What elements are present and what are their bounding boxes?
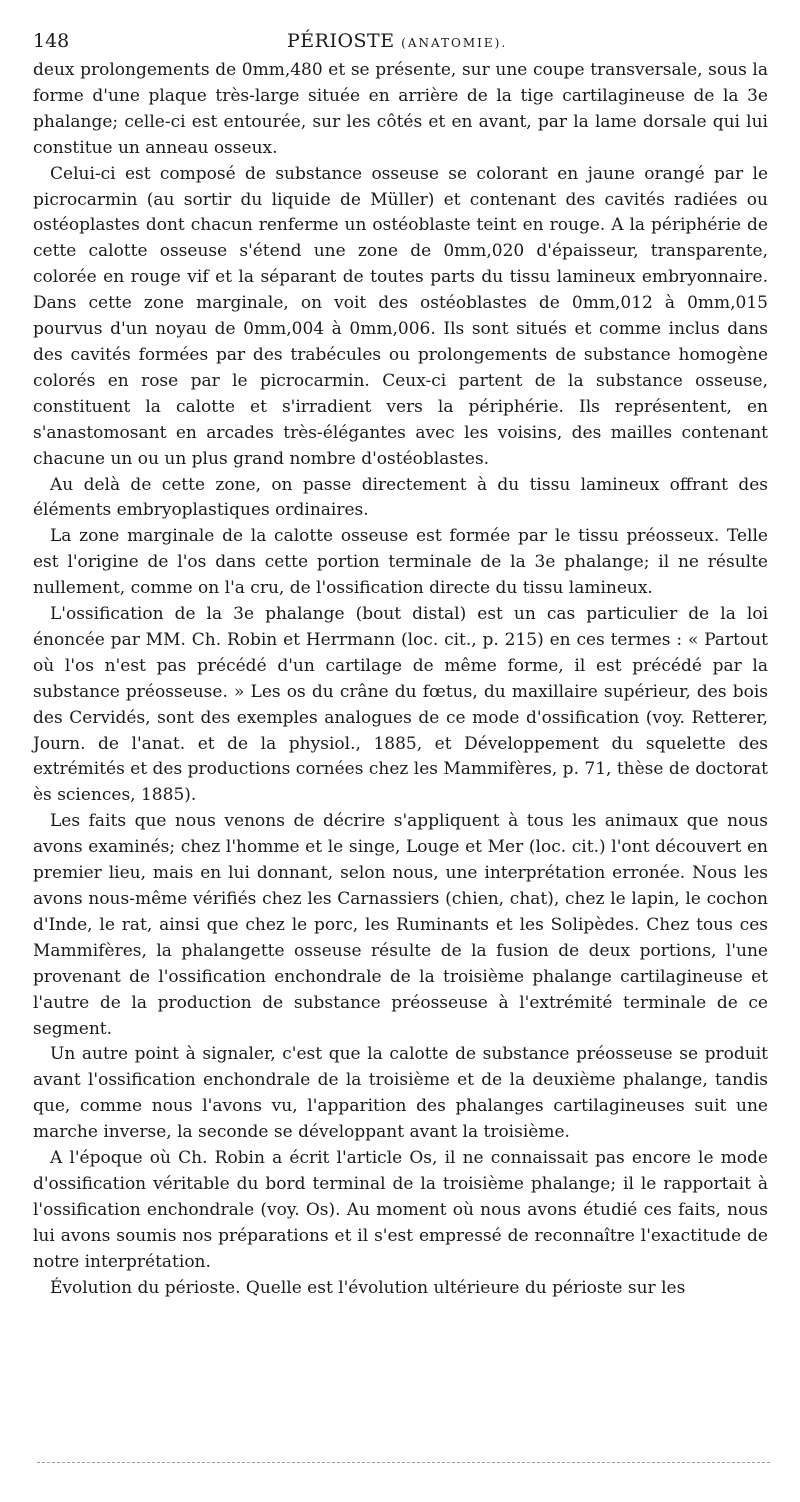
document-page <box>33 24 768 1302</box>
paragraph: deux prolongements de 0mm,480 et se présente, sur une coupe transversale, sous la forme d'une plaque très-large située en arrière de la tige cartilagineuse de la 3e phalange; celle-ci est entourée, sur les côtés et en avant, par la lame dorsale qui lui constitue un anneau osseux. <box>33 60 768 158</box>
running-header <box>33 24 768 58</box>
running-title <box>287 30 507 52</box>
paragraph: Un autre point à signaler, c'est que la calotte de substance préosseuse se produit avant l'ossification enchondrale de la troisième et de la deuxième phalange, tandis que, comme nous l'avons vu, l'apparition des phalanges cartilagineuses suit une marche inverse, la seconde se développant avant la troisième. <box>33 1044 768 1143</box>
paragraph: Celui-ci est composé de substance osseuse se colorant en jaune orangé par le picrocarmin (au sortir du liquide de Müller) et contenant des cavités radiées ou ostéoplastes dont chacun renferme un ostéoblaste teint en rouge. A la périphérie de cette calotte osseuse s'étend une zone de 0mm,020 d'épaisseur, transparente, colorée en rouge vif et la séparant de toutes parts du tissu lamineux embryonnaire. Dans cette zone marginale, on voit des ostéoblastes de 0mm,012 à 0mm,015 pourvus d'un noyau de 0mm,004 à 0mm,006. Ils sont situés et comme inclus dans des cavités formées par des trabécules ou prolongements de substance homogène colorés en rose par le picrocarmin. Ceux-ci partent de la substance osseuse, constituent la calotte et s'irradient vers la périphérie. Ils représentent, en s'anastomosant en arcades très-élégantes avec les voisins, des mailles contenant chacune un ou un plus grand nombre d'ostéoblastes. <box>33 163 768 469</box>
paragraph: La zone marginale de la calotte osseuse est formée par le tissu préosseux. Telle est l'origine de l'os dans cette portion terminale de la 3e phalange; il ne résulte nullement, comme on l'a cru, de l'ossification directe du tissu lamineux. <box>33 526 768 599</box>
paragraph: A l'époque où Ch. Robin a écrit l'article Os, il ne connaissait pas encore le mode d'ossification véritable du bord terminal de la troisième phalange; il le rapportait à l'ossification enchondrale (voy. Os). Au moment où nous avons étudié ces faits, nous lui avons soumis nos préparations et il s'est empressé de reconnaître l'exactitude de notre interprétation. <box>33 1148 768 1272</box>
paragraph: Au delà de cette zone, on passe directement à du tissu lamineux offrant des éléments embryoplastiques ordinaires. <box>33 474 768 521</box>
page-number: 148 <box>33 30 70 52</box>
paragraph: Évolution du périoste. Quelle est l'évolution ultérieure du périoste sur les <box>50 1277 686 1298</box>
footer-divider <box>37 1462 770 1463</box>
running-title-section: (ANATOMIE). <box>401 36 508 50</box>
body-text <box>33 58 768 1302</box>
paragraph: L'ossification de la 3e phalange (bout distal) est un cas particulier de la loi énoncée par MM. Ch. Robin et Herrmann (loc. cit., p. 215) en ces termes : « Partout où l'os n'est pas précédé d'un cartilage de même forme, il est précédé par la substance préosseuse. » Les os du crâne du fœtus, du maxillaire supérieur, des bois des Cervidés, sont des exemples analogues de ce mode d'ossification (voy. Retterer, Journ. de l'anat. et de la physiol., 1885, et Développement du squelette des extrémités et des productions cornées chez les Mammifères, p. 71, thèse de doctorat ès sciences, 1885). <box>33 604 768 806</box>
running-title-main: PÉRIOSTE <box>287 30 395 52</box>
paragraph: Les faits que nous venons de décrire s'appliquent à tous les animaux que nous avons examinés; chez l'homme et le singe, Louge et Mer (loc. cit.) l'ont découvert en premier lieu, mais en lui donnant, selon nous, une interprétation erronée. Nous les avons nous-même vérifiés chez les Carnassiers (chien, chat), chez le lapin, le cochon d'Inde, le rat, ainsi que chez le porc, les Ruminants et les Solipèdes. Chez tous ces Mammifères, la phalangette osseuse résulte de la fusion de deux portions, l'une provenant de l'ossification enchondrale de la troisième phalange cartilagineuse et l'autre de la production de substance préosseuse à l'extrémité terminale de ce segment. <box>33 811 768 1039</box>
